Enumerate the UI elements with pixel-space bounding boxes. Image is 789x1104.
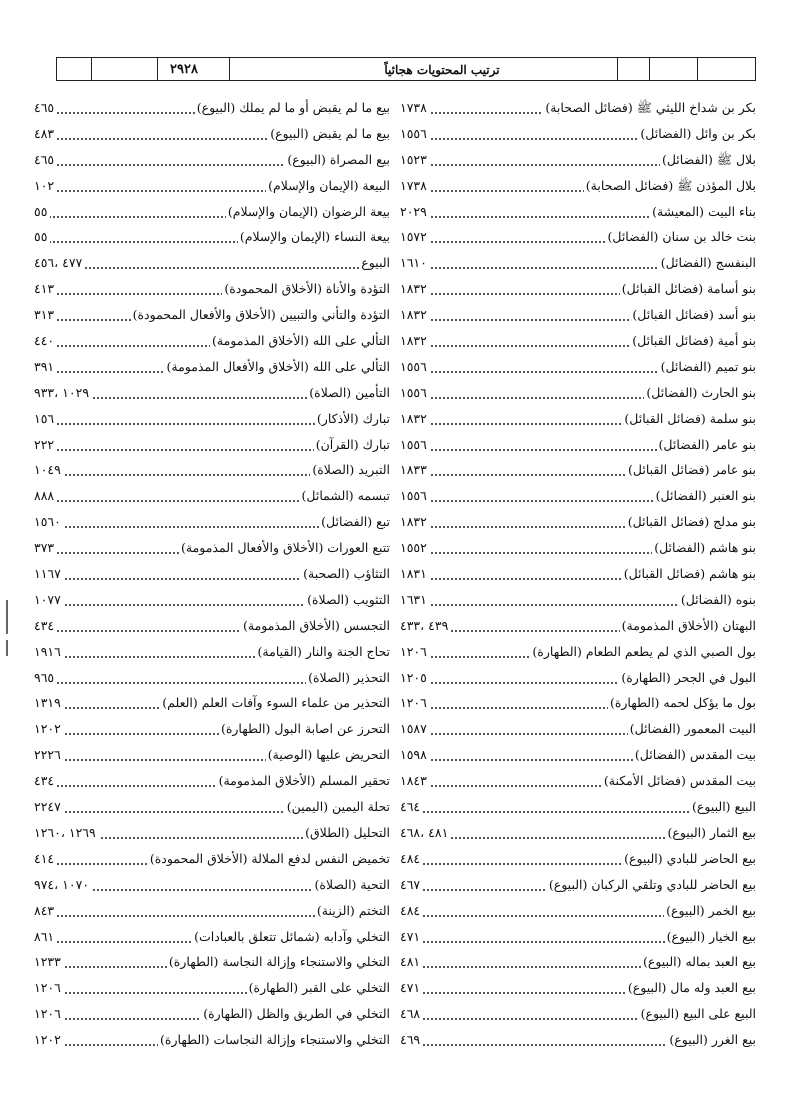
index-entry [400,562,756,588]
entry-pages: ١٢٠٢ [34,721,64,736]
index-entry [400,1028,756,1054]
entry-pages: ٥٥ [34,204,50,219]
index-entry [34,666,390,692]
index-entry [400,536,756,562]
index-entry [34,355,390,381]
entry-pages: ١٥٦ [34,411,57,426]
entry-pages: ٤٦٤ [400,799,423,814]
entry-term: التحليل (الطلاق) [305,824,390,840]
index-entry [400,769,756,795]
entry-pages: ٤٣٤ [34,773,57,788]
index-entry [400,691,756,717]
entry-term: التثويب (الصلاة) [307,591,390,607]
entry-pages: ٤١٣ [34,281,57,296]
entry-term: البنفسج (الفضائل) [660,255,756,271]
entry-pages: ٣٧٣ [34,540,57,555]
entry-term: التختم (الزينة) [316,902,390,918]
entry-pages: ١٠٧٧ [34,592,64,607]
index-entry [34,458,390,484]
index-entry [400,510,756,536]
index-entry [400,381,756,407]
entry-pages: ١٥٨٧ [400,721,430,736]
entry-pages: ١٠٢ [34,178,57,193]
index-entry [34,536,390,562]
entry-pages: ١٢٦٩ ،١٢٦٠ [34,825,99,840]
entry-term: البيعة (الإيمان والإسلام) [268,177,390,193]
entry-term: التجسس (الأخلاق المذمومة) [242,617,390,633]
index-entry [400,821,756,847]
entry-pages: ١٦٣١ [400,592,430,607]
running-header [56,57,756,81]
entry-term: التؤدة والأناة (الأخلاق المحمودة) [224,281,390,297]
entry-pages: ١٢٠٦ [34,980,64,995]
entry-pages: ١٥٥٦ [400,126,430,141]
index-entry [34,407,390,433]
entry-term: بنو سلمة (فضائل القبائل) [624,410,756,426]
index-entry [400,717,756,743]
entry-pages: ٢٢٢٦ [34,747,64,762]
index-entry [400,174,756,200]
entry-pages: ١٢٣٣ [34,954,64,969]
entry-term: بيع العبد بماله (البيوع) [643,954,756,970]
index-entry [400,122,756,148]
index-entry [34,588,390,614]
entry-pages: ١٢٠٢ [34,1032,64,1047]
entry-pages: ١٨٣٢ [400,514,430,529]
index-entry [34,381,390,407]
index-entry [34,484,390,510]
entry-term: التحذير (الصلاة) [308,669,390,685]
index-column-right [400,96,756,1054]
entry-pages: ٣١٣ [34,307,57,322]
entry-term: التخلي والاستنجاء وإزالة النجاسة (الطهارة) [168,954,390,970]
entry-pages: ١١٦٧ [34,566,64,581]
entry-term: التحذير من علماء السوء وآفات العلم (العلم) [162,695,390,711]
entry-pages: ٤٣٤ [34,618,57,633]
index-entry [34,873,390,899]
entry-term: التثاؤب (الصحبة) [303,566,390,582]
entry-pages: ١٥٥٦ [400,488,430,503]
entry-term: البول في الجحر (الطهارة) [621,669,756,685]
entry-term: بيع الغرر (البيوع) [669,1032,756,1048]
entry-term: بنت خالد بن سنان (الفضائل) [607,229,756,245]
entry-term: بكر بن وائل (الفضائل) [640,125,756,141]
index-entry [400,795,756,821]
entry-term: تخميض النفس لدفع الملالة (الأخلاق المحمودة) [149,850,390,866]
entry-pages: ٥٥ [34,229,50,244]
entry-pages: ١٨٤٣ [400,773,430,788]
entry-pages: ٤٧١ [400,929,423,944]
index-entry [400,484,756,510]
entry-term: بول الصبي الذي لم يطعم الطعام (الطهارة) [532,643,756,659]
index-entry [34,691,390,717]
entry-pages: ٨٨٨ [34,488,57,503]
entry-term: بنو مدلج (فضائل القبائل) [627,514,756,530]
entry-pages: ١٩١٦ [34,644,64,659]
index-entry [34,174,390,200]
entry-term: بنو العنبر (الفضائل) [655,488,756,504]
index-entry [400,458,756,484]
index-entry [400,847,756,873]
entry-pages: ٤٦٧ [400,877,423,892]
entry-term: بيع ما لم يقبض أو ما لم يملك (البيوع) [196,100,390,115]
entry-pages: ٤٨٤ [400,851,423,866]
entry-term: التحية (الصلاة) [314,876,390,892]
entry-term: التأمين (الصلاة) [309,384,390,400]
entry-pages: ١٢٠٦ [400,644,430,659]
entry-pages: ٤٨٤ [400,903,423,918]
entry-pages: ١٥٩٨ [400,747,430,762]
index-entry [34,1002,390,1028]
entry-pages: ٤٦٨ [400,1006,423,1021]
entry-term: تحقير المسلم (الأخلاق المذمومة) [218,773,390,789]
entry-pages: ١٢٠٦ [400,695,430,710]
entry-pages: ١٥٧٢ [400,229,430,244]
entry-pages: ٤٦٥ [34,100,57,115]
index-entry [34,200,390,226]
entry-pages: ١٨٣٣ [400,462,430,477]
entry-pages: ٨٤٣ [34,903,57,918]
entry-term: بنو أسد (فضائل القبائل) [632,307,756,323]
index-entry [400,96,756,122]
entry-pages: ١٠٢٩ ،٩٣٣ [34,385,92,400]
entry-term: بيت المقدس (الفضائل) [634,747,756,763]
leader-dots [34,267,390,269]
entry-term: بيع ما لم يقبض (البيوع) [270,125,390,141]
index-entry [400,355,756,381]
entry-pages: ١٨٣٢ [400,307,430,322]
entry-pages: ٤٣٩ ،٤٣٣ [400,618,451,633]
index-entry [400,251,756,277]
index-entry [400,1002,756,1028]
entry-pages: ١٦١٠ [400,255,430,270]
header-divider [649,58,650,80]
entry-term: البيع (البيوع) [692,799,756,815]
index-entry [400,873,756,899]
margin-mark [6,600,8,634]
index-entry [34,821,390,847]
index-entry [34,277,390,303]
entry-term: التخلي على القبر (الطهارة) [248,980,390,996]
entry-term: البيت المعمور (الفضائل) [629,721,756,737]
index-entry [400,614,756,640]
entry-term: بنوه (الفضائل) [680,591,756,607]
entry-pages: ٢٢٢ [34,437,57,452]
entry-term: بيعة الرضوان (الإيمان والإسلام) [227,203,390,219]
entry-term: تبارك (القرآن) [315,436,390,452]
page-title: ترتيب المحتويات هجائياً [384,63,500,77]
entry-pages: ١٣١٩ [34,695,64,710]
entry-pages: ١٧٣٨ [400,100,430,115]
entry-term: بلال المؤذن ﷺ (فضائل الصحابة) [584,178,756,197]
index-entry [34,640,390,666]
entry-pages: ١٨٣٢ [400,333,430,348]
entry-term: بنو هاشم (فضائل القبائل) [623,566,756,582]
index-entry [34,251,390,277]
entry-pages: ٤٨١ ،٤٦٨ [400,825,451,840]
entry-pages: ١٥٥٢ [400,540,430,555]
entry-term: بكر بن شداخ الليثي ﷺ (فضائل الصحابة) [543,100,756,119]
header-divider [697,58,698,80]
entry-term: بيع العبد وله مال (البيوع) [627,980,756,996]
margin-mark [6,640,8,656]
index-entry [400,433,756,459]
index-entry [34,329,390,355]
entry-term: البيع على البيع (البيوع) [640,1006,756,1022]
page-number: ٢٩٢٨ [170,62,198,77]
entry-term: البيوع [361,255,390,271]
index-entry [34,925,390,951]
index-entry [400,925,756,951]
index-entry [400,640,756,666]
entry-term: التألي على الله (الأخلاق والأفعال المذمومة) [166,358,390,374]
entry-term: بيعة النساء (الإيمان والإسلام) [239,229,390,245]
entry-pages: ١٥٥٦ [400,359,430,374]
entry-term: البهتان (الأخلاق المذمومة) [621,617,756,633]
index-entry [400,743,756,769]
entry-term: بنو أمية (فضائل القبائل) [632,333,756,349]
entry-term: تتبع العورات (الأخلاق والأفعال المذمومة) [180,540,390,556]
index-entry [34,122,390,148]
entry-pages: ٤٤٠ [34,333,57,348]
entry-pages: ٩٦٥ [34,670,57,685]
entry-term: بناء البيت (المعيشة) [652,203,756,219]
entry-term: بنو الحارث (الفضائل) [646,384,756,400]
index-entry [34,433,390,459]
entry-term: التخلي والاستنجاء وإزالة النجاسات (الطهارة) [160,1032,390,1048]
entry-term: بنو عامر (فضائل القبائل) [628,462,756,478]
index-entry [34,510,390,536]
index-entry [34,976,390,1002]
index-entry [400,899,756,925]
entry-term: التبريد (الصلاة) [312,462,390,478]
index-entry [400,407,756,433]
entry-pages: ٤٨١ [400,954,423,969]
entry-pages: ١٧٣٨ [400,178,430,193]
entry-term: بيع المصراة (البيوع) [287,151,390,167]
entry-term: بنو عامر (الفضائل) [658,436,756,452]
index-entry [34,1028,390,1054]
entry-pages: ٣٩١ [34,359,57,374]
entry-pages: ١٠٤٩ [34,462,64,477]
index-entry [34,614,390,640]
entry-term: التؤدة والتأني والتبيين (الأخلاق والأفعال المحمودة) [132,307,390,323]
entry-term: التخلي في الطريق والظل (الطهارة) [203,1006,390,1022]
entry-pages: ١٢٠٥ [400,670,430,685]
index-entry [34,303,390,329]
entry-term: بيع الثمار (البيوع) [667,824,756,840]
index-entry [34,96,390,122]
index-entry [34,743,390,769]
index-entry [34,148,390,174]
entry-pages: ٤٧٧ ،٤٥٦ [34,255,85,270]
entry-term: بول ما يؤكل لحمه (الطهارة) [609,695,756,711]
header-divider [229,58,230,80]
index-entry [34,950,390,976]
entry-pages: ٢٢٤٧ [34,799,64,814]
index-entry [400,588,756,614]
entry-pages: ١٠٧٠ ،٩٧٤ [34,877,92,892]
index-entry [400,666,756,692]
entry-pages: ٤٦٩ [400,1032,423,1047]
entry-term: بنو تميم (الفضائل) [660,358,756,374]
entry-term: تبع (الفضائل) [321,514,390,530]
index-entry [400,329,756,355]
entry-pages: ٤٦٥ [34,152,57,167]
entry-pages: ١٨٣٢ [400,281,430,296]
entry-term: تبسمه (الشمائل) [301,488,390,504]
index-entry [34,795,390,821]
entry-term: التألي على الله (الأخلاق المذمومة) [212,333,390,349]
index-entry [400,200,756,226]
entry-term: تحاج الجنة والنار (القيامة) [257,643,390,659]
header-divider [617,58,618,80]
index-entry [34,847,390,873]
entry-pages: ١٥٦٠ [34,514,64,529]
entry-pages: ٤٨٣ [34,126,57,141]
header-divider [91,58,92,80]
entry-term: التحرز عن اصابة البول (الطهارة) [220,721,390,737]
index-entry [34,225,390,251]
entry-term: بيت المقدس (فضائل الأمكنة) [603,773,756,789]
entry-pages: ١٨٣١ [400,566,430,581]
entry-term: تحلة اليمين (اليمين) [286,799,390,815]
index-entry [400,950,756,976]
entry-term: بنو أسامة (فضائل القبائل) [621,281,756,297]
entry-term: تبارك (الأذكار) [316,410,390,426]
entry-pages: ١٥٢٣ [400,152,430,167]
index-entry [34,899,390,925]
entry-term: التخلي وآدابه (شمائل تتعلق بالعبادات) [194,928,390,944]
index-entry [34,717,390,743]
entry-pages: ١٢٠٦ [34,1006,64,1021]
entry-pages: ٤٧١ [400,980,423,995]
entry-term: بلال ﷺ (الفضائل) [660,152,756,171]
entry-pages: ١٨٣٢ [400,411,430,426]
entry-pages: ٤١٤ [34,851,57,866]
entry-pages: ١٥٥٦ [400,437,430,452]
entry-pages: ٨٦١ [34,929,57,944]
index-entry [400,976,756,1002]
index-entry [34,769,390,795]
entry-term: التحريض عليها (الوصية) [267,747,390,763]
index-entry [400,225,756,251]
index-entry [400,277,756,303]
entry-term: بيع الحاضر للبادي (البيوع) [624,850,756,866]
entry-pages: ٢٠٢٩ [400,204,430,219]
index-column-left [34,96,390,1054]
index-entry [34,562,390,588]
index-entry [400,148,756,174]
entry-pages: ١٥٥٦ [400,385,430,400]
entry-term: بيع الخمر (البيوع) [666,902,756,918]
index-entry [400,303,756,329]
entry-term: بيع الحاضر للبادي وتلقي الركبان (البيوع) [548,876,756,892]
entry-term: بنو هاشم (الفضائل) [654,540,756,556]
entry-term: بيع الخيار (البيوع) [666,928,756,944]
